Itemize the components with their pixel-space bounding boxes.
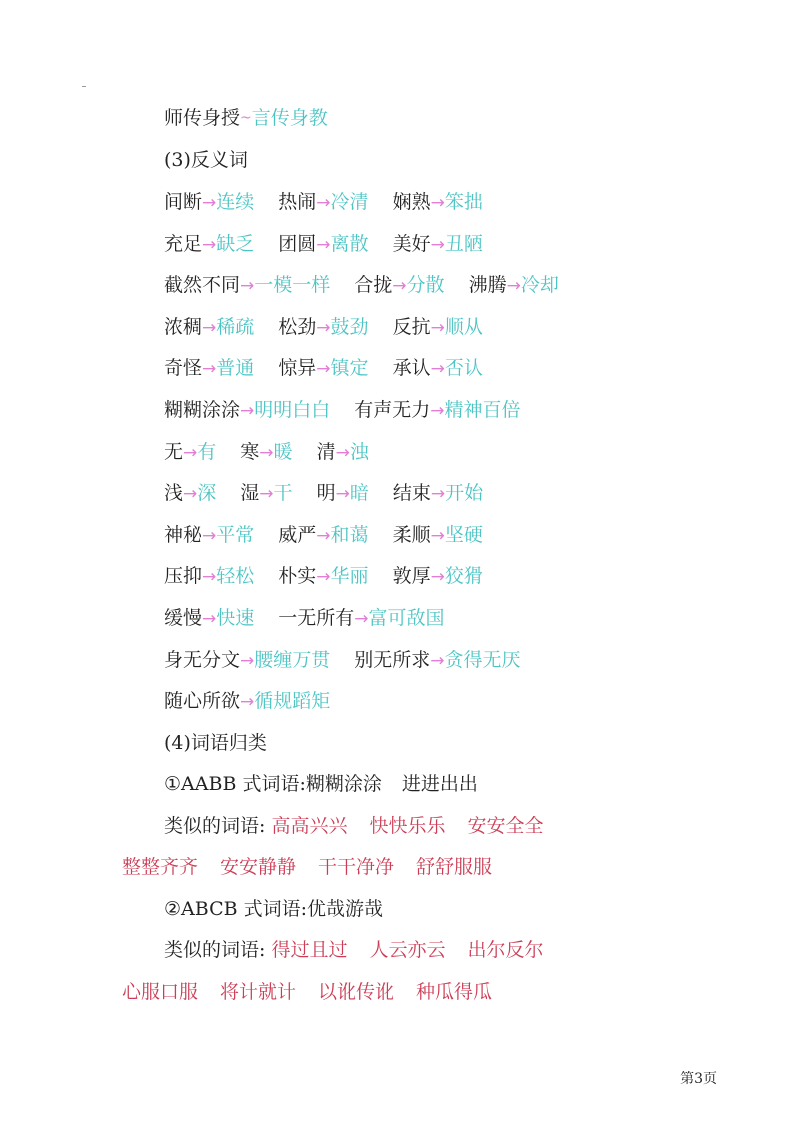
antonym-row	[164, 398, 521, 423]
abcb-similar-line	[164, 938, 544, 962]
antonym: 鼓劲	[330, 316, 369, 338]
section-heading-classify: (4)词语归类	[164, 732, 267, 754]
arrow-right-icon: →	[240, 692, 255, 712]
antonym-pair	[469, 273, 559, 298]
word: 结束	[392, 482, 431, 504]
antonym-pair	[393, 315, 483, 340]
word: 热闹	[278, 191, 317, 213]
antonym-pair	[278, 564, 368, 589]
antonym-row	[164, 232, 483, 257]
antonym-row	[164, 356, 483, 381]
arrow-right-icon: →	[240, 651, 255, 671]
antonym: 暗	[349, 482, 369, 504]
antonym: 深	[197, 482, 217, 504]
aabb-label: ①AABB 式词语:	[164, 773, 306, 795]
similar-word: 安安全全	[467, 815, 544, 837]
antonym-pair	[354, 398, 520, 423]
antonym-pair	[278, 356, 368, 381]
antonym-row	[164, 315, 483, 340]
arrow-right-icon: →	[430, 567, 445, 587]
arrow-right-icon: →	[202, 609, 217, 629]
tilde-mark: ~	[240, 110, 252, 126]
word: 一无所有	[278, 607, 355, 629]
antonym-pair	[164, 689, 330, 714]
arrow-right-icon: →	[316, 193, 331, 213]
arrow-right-icon: →	[202, 359, 217, 379]
word: 柔顺	[392, 524, 431, 546]
abcb-similar-line-2	[122, 980, 492, 1004]
word: 合拢	[354, 274, 393, 296]
antonym: 快速	[216, 607, 255, 629]
word: 浅	[164, 482, 184, 504]
antonym: 干	[273, 482, 293, 504]
antonym: 普通	[216, 357, 255, 379]
arrow-right-icon: →	[316, 235, 331, 255]
antonym: 浊	[349, 441, 369, 463]
antonym-pair	[164, 648, 330, 673]
abcb-example: 优哉游哉	[307, 898, 384, 920]
corner-mark	[82, 86, 86, 87]
antonym-pair	[317, 481, 369, 506]
similar-word: 心服口服	[122, 981, 199, 1003]
similar-word: 干干净净	[318, 856, 395, 878]
antonym-row	[164, 606, 445, 631]
antonym-row	[164, 190, 483, 215]
aabb-similar-line-2	[122, 855, 492, 879]
word: 随心所欲	[164, 690, 241, 712]
word: 威严	[278, 524, 317, 546]
antonym: 贪得无厌	[444, 649, 521, 671]
antonym-row	[164, 523, 483, 548]
word: 团圆	[278, 233, 317, 255]
word: 奇怪	[164, 357, 203, 379]
antonym-pair	[393, 356, 483, 381]
similar-word: 以讹传讹	[318, 981, 395, 1003]
antonym: 循规蹈矩	[254, 690, 331, 712]
antonym-pair	[393, 232, 483, 257]
antonym: 一模一样	[254, 274, 331, 296]
arrow-right-icon: →	[354, 609, 369, 629]
antonym: 笨拙	[444, 191, 483, 213]
antonym: 冷却	[520, 274, 559, 296]
antonym-pair	[393, 564, 483, 589]
antonym-pair	[164, 523, 254, 548]
antonym: 离散	[330, 233, 369, 255]
antonym: 顺从	[444, 316, 483, 338]
arrow-right-icon: →	[316, 318, 331, 338]
similar-word: 种瓜得瓜	[416, 981, 493, 1003]
arrow-right-icon: →	[202, 193, 217, 213]
word: 娴熟	[392, 191, 431, 213]
antonym: 轻松	[216, 565, 255, 587]
antonym: 和蔼	[330, 524, 369, 546]
antonym-pair	[164, 273, 330, 298]
word: 朴实	[278, 565, 317, 587]
similar-word: 舒舒服服	[416, 856, 493, 878]
word: 截然不同	[164, 274, 241, 296]
antonym-row-0	[164, 106, 328, 130]
antonym-pair	[278, 523, 368, 548]
antonym-pair	[278, 190, 368, 215]
page-number: 第3页	[680, 1071, 717, 1087]
word: 明	[316, 482, 336, 504]
antonym-pair	[164, 356, 254, 381]
word: 无	[164, 441, 184, 463]
arrow-right-icon: →	[240, 276, 255, 296]
word: 松劲	[278, 316, 317, 338]
word: 师传身授	[164, 107, 241, 129]
word: 神秘	[164, 524, 203, 546]
arrow-right-icon: →	[183, 443, 198, 463]
word: 敦厚	[392, 565, 431, 587]
arrow-right-icon: →	[335, 484, 350, 504]
antonym-pair	[164, 315, 254, 340]
word: 寒	[240, 441, 260, 463]
antonym: 丑陋	[444, 233, 483, 255]
antonym-pair	[393, 481, 483, 506]
antonym: 有	[197, 441, 217, 463]
similar-word: 得过且过	[271, 939, 348, 961]
arrow-right-icon: →	[430, 651, 445, 671]
similar-label: 类似的词语:	[164, 815, 266, 837]
arrow-right-icon: →	[430, 235, 445, 255]
antonym: 否认	[444, 357, 483, 379]
antonym-pair	[278, 606, 444, 631]
word: 身无分文	[164, 649, 241, 671]
word: 湿	[240, 482, 260, 504]
aabb-line	[164, 772, 478, 796]
antonym-pair	[164, 564, 254, 589]
arrow-right-icon: →	[202, 318, 217, 338]
arrow-right-icon: →	[202, 526, 217, 546]
aabb-example: 进进出出	[401, 773, 478, 795]
antonym-row	[164, 648, 521, 673]
arrow-right-icon: →	[259, 484, 274, 504]
arrow-right-icon: →	[202, 567, 217, 587]
similar-word: 安安静静	[220, 856, 297, 878]
antonym: 平常	[216, 524, 255, 546]
antonym-pair	[164, 440, 216, 465]
antonym: 暖	[273, 441, 293, 463]
antonym-pair	[278, 315, 368, 340]
word: 美好	[392, 233, 431, 255]
word: 压抑	[164, 565, 203, 587]
word: 反抗	[392, 316, 431, 338]
antonym-pair	[354, 273, 444, 298]
antonym-pair	[393, 190, 483, 215]
similar-word: 人云亦云	[369, 939, 446, 961]
word: 充足	[164, 233, 203, 255]
antonym: 分散	[406, 274, 445, 296]
aabb-example: 糊糊涂涂	[305, 773, 382, 795]
arrow-right-icon: →	[259, 443, 274, 463]
antonym: 稀疏	[216, 316, 255, 338]
word: 浓稠	[164, 316, 203, 338]
similar-word: 快快乐乐	[369, 815, 446, 837]
antonym: 坚硬	[444, 524, 483, 546]
antonym-pair	[393, 523, 483, 548]
antonym: 富可敌国	[368, 607, 445, 629]
antonym: 狡猾	[444, 565, 483, 587]
word: 沸腾	[468, 274, 507, 296]
word: 承认	[392, 357, 431, 379]
arrow-right-icon: →	[316, 359, 331, 379]
antonym: 缺乏	[216, 233, 255, 255]
section-heading-antonyms: (3)反义词	[164, 149, 248, 171]
arrow-right-icon: →	[430, 401, 445, 421]
arrow-right-icon: →	[183, 484, 198, 504]
antonym: 腰缠万贯	[254, 649, 331, 671]
word: 有声无力	[354, 399, 431, 421]
antonym: 精神百倍	[444, 399, 521, 421]
arrow-right-icon: →	[430, 359, 445, 379]
antonym: 冷清	[330, 191, 369, 213]
similar-word: 将计就计	[220, 981, 297, 1003]
antonym-row	[164, 440, 369, 465]
antonym: 明明白白	[254, 399, 331, 421]
arrow-right-icon: →	[240, 401, 255, 421]
abcb-line	[164, 897, 383, 921]
antonym-row	[164, 273, 559, 298]
arrow-right-icon: →	[202, 235, 217, 255]
similar-word: 出尔反尔	[467, 939, 544, 961]
abcb-label: ②ABCB 式词语:	[164, 898, 308, 920]
similar-word: 高高兴兴	[271, 815, 348, 837]
antonym-pair	[240, 440, 292, 465]
word: 缓慢	[164, 607, 203, 629]
aabb-similar-line	[164, 814, 544, 838]
word: 别无所求	[354, 649, 431, 671]
antonym-pair	[278, 232, 368, 257]
antonym: 镇定	[330, 357, 369, 379]
antonym-pair	[164, 232, 254, 257]
similar-label: 类似的词语:	[164, 939, 266, 961]
word: 间断	[164, 191, 203, 213]
antonym: 华丽	[330, 565, 369, 587]
arrow-right-icon: →	[316, 567, 331, 587]
word: 清	[316, 441, 336, 463]
arrow-right-icon: →	[430, 526, 445, 546]
word: 糊糊涂涂	[164, 399, 241, 421]
word: 惊异	[278, 357, 317, 379]
arrow-right-icon: →	[316, 526, 331, 546]
antonym-row	[164, 689, 330, 714]
arrow-right-icon: →	[506, 276, 521, 296]
antonym-pair	[164, 398, 330, 423]
antonym-pair	[240, 481, 292, 506]
arrow-right-icon: →	[392, 276, 407, 296]
arrow-right-icon: →	[430, 318, 445, 338]
similar-word: 整整齐齐	[122, 856, 199, 878]
antonym-pair	[164, 606, 254, 631]
antonym-row	[164, 481, 483, 506]
arrow-right-icon: →	[430, 193, 445, 213]
antonym: 连续	[216, 191, 255, 213]
antonym-pair	[354, 648, 520, 673]
antonym-pair	[164, 190, 254, 215]
arrow-right-icon: →	[430, 484, 446, 504]
arrow-right-icon: →	[335, 443, 350, 463]
antonym-row	[164, 564, 483, 589]
antonym-pair	[164, 481, 216, 506]
antonym: 言传身教	[251, 107, 328, 129]
antonym-pair	[317, 440, 369, 465]
antonym: 开始	[445, 482, 484, 504]
